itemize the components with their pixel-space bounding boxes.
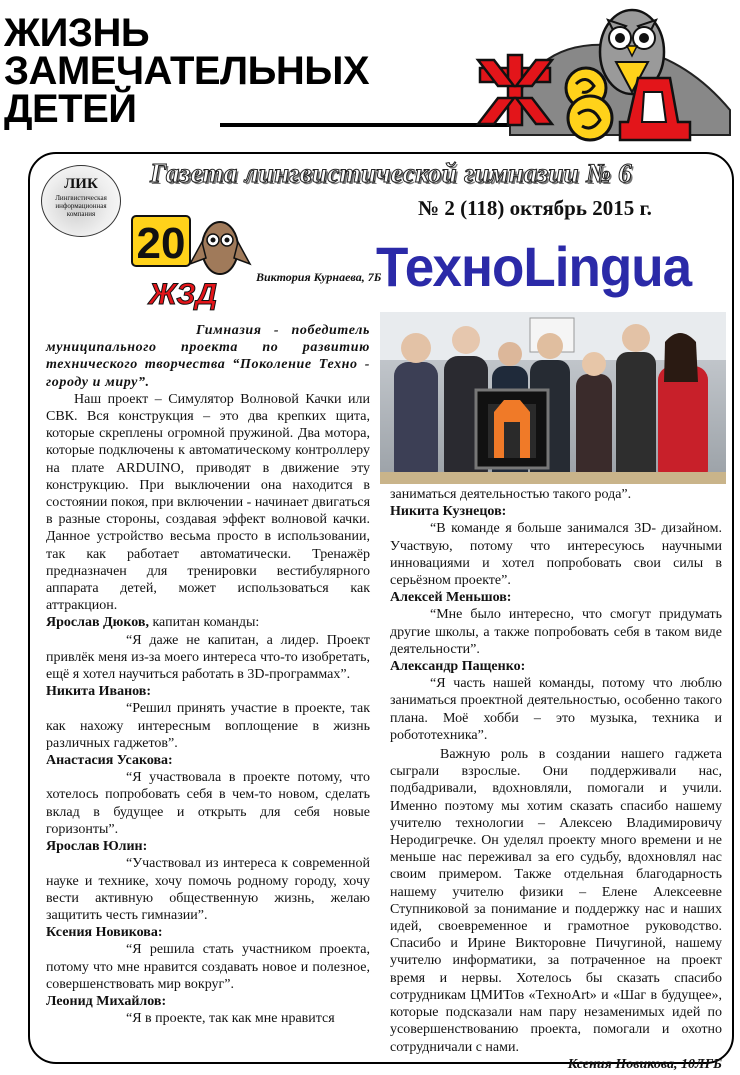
issue-number: № 2 (118) октябрь 2015 г. <box>418 196 652 220</box>
masthead-line-1: ЖИЗНЬ <box>4 11 150 55</box>
article-column-left <box>46 322 370 1027</box>
article-author: Виктория Курнаева, 7Б <box>256 270 382 284</box>
speaker-2: Никита Иванов: <box>46 684 152 700</box>
speaker-8: Алексей Меньшов: <box>390 590 512 606</box>
speaker-3: Анастасия Усакова: <box>46 753 173 769</box>
zhzd-owl-logo <box>470 0 740 150</box>
speaker-6: Леонид Михайлов: <box>46 993 167 1009</box>
speaker-9: Александр Пащенко: <box>390 659 526 675</box>
quote-4: “Участвовал из интереса к современной науке и технике, хочу помочь родному городу, хочу вести активную общественную жизнь, желаю защитить честь гимназии”. <box>46 856 370 923</box>
newspaper-title: Газета лингвистической гимназии № 6 <box>150 158 632 188</box>
quote-5: “Я решила стать участником проекта, потому что мне нравится создавать новое и полезное, совершенствовать мир вокруг”. <box>46 942 370 992</box>
masthead-line-3: ДЕТЕЙ <box>4 87 137 131</box>
quote-6-end: заниматься деятельностью такого рода”. <box>390 487 632 502</box>
quote-8: “Мне было интересно, что смогут придумать другие школы, а также попробовать себя в таком виде деятельности”. <box>390 607 722 657</box>
quote-3: “Я участвовала в проекте потому, что хотелось попробовать себя в чем-то новом, сделать вклад в будущее и открыть для себя новые горизонты”. <box>46 770 370 837</box>
anniversary-logo-text: ЖЗД <box>148 278 218 311</box>
quote-6-start: “Я в проекте, так как мне нравится <box>126 1011 335 1027</box>
speaker-4: Ярослав Юлин: <box>46 839 148 855</box>
closing-paragraph: Важную роль в создании нашего гаджета сыграли взрослые. Они поддерживали нас, подбадривали, вдохновляли, помогали и учили. Именно поэтому мы хотим сказать спасибо нашему учителю технологии – Алексею Владимировичу Неродигречке. Он уделял проекту много времени и не меньше нас переживал за его судьбу, вдохновлял нас своим примером. Также отдельная благодарность нашему учителю физики – Елене Алексеевне Ступниковой за понимание и поддержку нас и наших идей, своевременное и грамотное руководство. Спасибо и Ирине Викторовне Пичугиной, нашему учителю информатики, за потраченное на проект время и нервы. Хотелось бы сказать спасибо сотрудникам ЦМИТов «ТехноArt» и «Шаг в будущее», которые подсказали нам пару незаменимых идей по усовершенствованию проекта, помогали и охотно сотрудничали с нами. <box>390 747 722 1055</box>
speaker-7: Никита Кузнецов: <box>390 504 507 520</box>
anniversary-number: 20 <box>136 219 186 268</box>
quote-2: “Решил принять участие в проекте, так как нахожу интересным воплощение в жизнь различных гаджетов”. <box>46 701 370 751</box>
masthead <box>4 11 370 131</box>
speaker-5: Ксения Новикова: <box>46 925 163 941</box>
masthead-line-2: ЗАМЕЧАТЕЛЬНЫХ <box>4 49 370 93</box>
lik-subtitle: Лингвистическая информационная компания <box>55 194 107 218</box>
quote-1: “Я даже не капитан, а лидер. Проект привлёк меня из-за моего интереса что-то изобретать, ещё я хотел научиться работать в 3D-программах”. <box>46 632 370 683</box>
team-photo <box>380 312 726 484</box>
article-column-right <box>390 486 722 1073</box>
quote-7: “В команде я больше занимался 3D- дизайном. Участвую, потому что интересуюсь научными инновациями и хотел попробовать свои силы в серьёзном проекте”. <box>390 521 722 589</box>
signature: Ксения Новикова, 10ЛГБ <box>567 1056 722 1072</box>
anniversary-20-logo <box>128 212 253 312</box>
article-intro: Наш проект – Симулятор Волновой Качки или СВК. Вся конструкция – это два крепких щита, которые скреплены огромной пружиной. Два мотора, которые подключены к автоматическому контроллеру на плате ARDUINO, приводят в движение эту конструкцию. При выключении она находится в состоянии покоя, при включении - начинает двигаться в разные стороны, создавая эффект волновой качки. Данное устройство весьма просто в использовании, так как работает автоматически. Тренажёр предназначен для тренировки вестибулярного аппарата детей, может использоваться как аттракцион. <box>46 391 371 614</box>
article-lead: Гимназия - победитель муниципального проекта по развитию технического творчества “Поколение Техно - городу и миру”. <box>46 323 370 390</box>
speaker-1: Ярослав Дюков, капитан команды: <box>46 615 260 631</box>
article-title: ТехноLingua <box>376 236 692 299</box>
quote-9: “Я часть нашей команды, потому что люблю заниматься проектной деятельностью, особенно такого плана. Моё хобби – это музыка, техника и робототехника”. <box>390 676 722 743</box>
lik-title: ЛИК <box>64 176 98 192</box>
lik-company-logo <box>41 165 121 237</box>
